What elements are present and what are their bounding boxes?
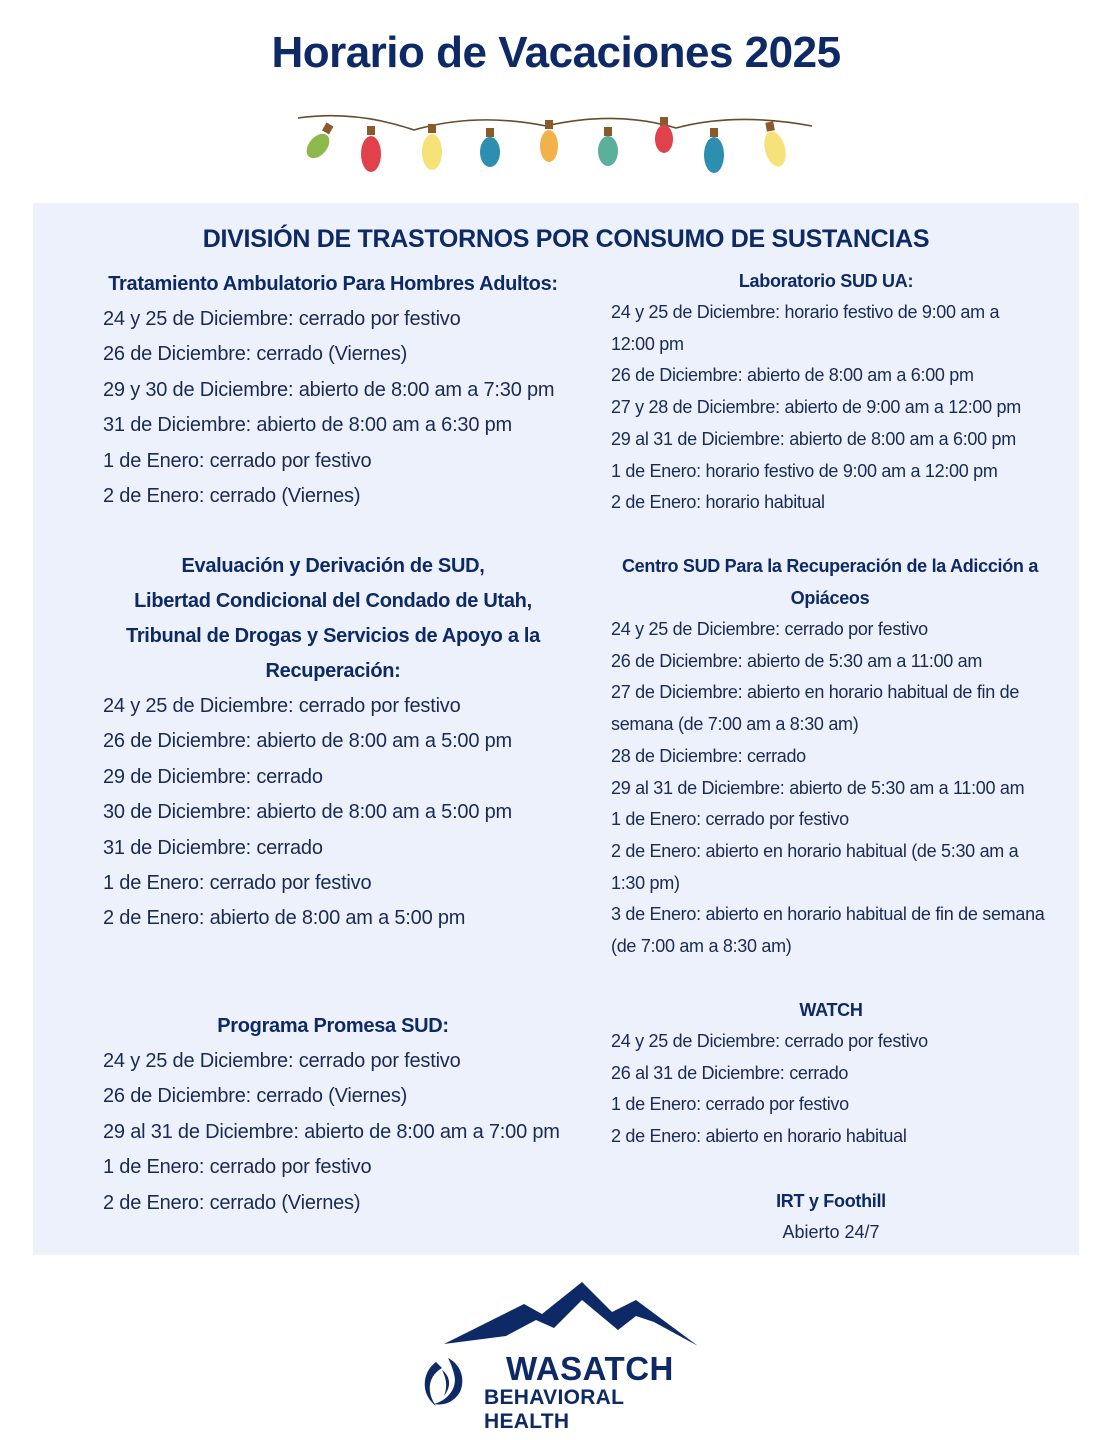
section-heading: Centro SUD Para la Recuperación de la Adicción a Opiáceos: [621, 556, 1039, 608]
schedule-line: 26 de Diciembre: abierto de 8:00 am a 5:00 pm: [103, 730, 513, 753]
schedule-line: 26 de Diciembre: abierto de 5:30 am a 11:00 am: [611, 650, 983, 671]
schedule-line: 26 al 31 de Diciembre: cerrado: [611, 1062, 849, 1083]
light-bulb-icon: [598, 127, 618, 166]
section-heading: Programa Promesa SUD:: [217, 1015, 449, 1037]
light-bulb-icon: [361, 126, 381, 172]
section-heading: Laboratorio SUD UA:: [738, 271, 914, 291]
schedule-line: 30 de Diciembre: abierto de 8:00 am a 5:00 pm: [103, 801, 513, 824]
light-bulb-icon: [422, 124, 442, 170]
schedule-line: 1 de Enero: cerrado por festivo: [103, 449, 372, 472]
schedule-line: 26 de Diciembre: abierto de 8:00 am a 6:00 pm: [611, 365, 974, 386]
schedule-line: 24 y 25 de Diciembre: cerrado por festivo: [611, 619, 928, 639]
logo-name: WASATCH: [506, 1350, 674, 1387]
schedule-line: 31 de Diciembre: cerrado: [103, 836, 323, 859]
section-irt-foothill: [611, 1185, 1051, 1248]
schedule-line: 24 y 25 de Diciembre: horario festivo de 9:00 am a 12:00 pm: [611, 302, 1000, 354]
light-bulb-icon: [302, 123, 334, 163]
schedule-line: 26 de Diciembre: cerrado (Viernes): [103, 1085, 408, 1108]
section-heading: IRT y Foothill: [776, 1191, 886, 1211]
schedule-line: 2 de Enero: cerrado (Viernes): [103, 485, 361, 508]
schedule-line: 28 de Diciembre: cerrado: [611, 745, 806, 766]
schedule-line: 24 y 25 de Diciembre: cerrado por festivo: [611, 1031, 928, 1051]
section-heading: Evaluación y Derivación de SUD, Libertad Condicional del Condado de Utah, Tribunal de Drogas y Servicios de Apoyo a la Recuperación:: [126, 555, 540, 682]
section-outpatient-men: [103, 267, 563, 514]
schedule-line: 29 y 30 de Diciembre: abierto de 8:00 am a 7:30 pm: [103, 378, 555, 401]
schedule-line: 24 y 25 de Diciembre: cerrado por festivo: [103, 308, 461, 330]
page-title: Horario de Vacaciones 2025: [271, 28, 841, 77]
schedule-list: [103, 689, 563, 937]
schedule-line: 29 al 31 de Diciembre: abierto de 5:30 am a 11:00 am: [611, 777, 1025, 798]
section-heading: Tratamiento Ambulatorio Para Hombres Adultos:: [108, 273, 558, 295]
schedule-line: 29 de Diciembre: cerrado: [103, 765, 323, 788]
section-lab-ua: [611, 265, 1041, 519]
schedule-line: 2 de Enero: horario habitual: [611, 492, 825, 513]
schedule-line: 29 al 31 de Diciembre: abierto de 8:00 am a 7:00 pm: [103, 1120, 560, 1143]
wasatch-logo: [414, 1278, 714, 1433]
schedule-line: 1 de Enero: cerrado por festivo: [611, 809, 849, 830]
schedule-line: 26 de Diciembre: cerrado (Viernes): [103, 343, 408, 366]
light-bulb-icon: [480, 128, 500, 167]
schedule-list: [103, 302, 563, 514]
section-promesa: [103, 1009, 563, 1221]
division-heading: DIVISIÓN DE TRASTORNOS POR CONSUMO DE SUSTANCIAS: [202, 225, 930, 253]
logo-subtitle: BEHAVIORAL HEALTH: [484, 1386, 624, 1433]
schedule-line: 24 y 25 de Diciembre: cerrado por festivo: [103, 1050, 461, 1072]
section-heading: WATCH: [799, 1000, 863, 1020]
schedule-line: 31 de Diciembre: abierto de 8:00 am a 6:30 pm: [103, 414, 513, 437]
section-watch: [611, 994, 1051, 1153]
schedule-line: 24 y 25 de Diciembre: cerrado por festivo: [103, 695, 461, 717]
schedule-line: 2 de Enero: abierto de 8:00 am a 5:00 pm: [103, 907, 466, 930]
schedule-line: 29 al 31 de Diciembre: abierto de 8:00 am a 6:00 pm: [611, 428, 1016, 449]
light-bulb-icon: [704, 128, 724, 173]
schedule-line: 1 de Enero: cerrado por festivo: [103, 1156, 372, 1179]
light-bulb-icon: [655, 117, 673, 153]
schedule-line: 1 de Enero: cerrado por festivo: [103, 872, 372, 895]
schedule-line: 2 de Enero: cerrado (Viernes): [103, 1191, 361, 1214]
schedule-list: [611, 297, 1041, 519]
schedule-line: Abierto 24/7: [782, 1222, 880, 1242]
schedule-list: [611, 1026, 1051, 1153]
schedule-line: 27 y 28 de Diciembre: abierto de 9:00 am a 12:00 pm: [611, 397, 1021, 418]
schedule-line: 1 de Enero: cerrado por festivo: [611, 1094, 849, 1115]
schedule-line: 3 de Enero: abierto en horario habitual de fin de semana (de 7:00 am a 8:30 am): [611, 904, 1045, 957]
schedule-line: 2 de Enero: abierto en horario habitual: [611, 1126, 907, 1147]
schedule-line: 27 de Diciembre: abierto en horario habitual de fin de semana (de 7:00 am a 8:30 am): [611, 682, 1020, 735]
section-opioid-recovery: [611, 550, 1049, 963]
schedule-list: [611, 614, 1049, 963]
light-bulb-icon: [761, 121, 790, 169]
section-evaluation-referral: [103, 549, 563, 937]
schedule-list: [103, 1044, 563, 1221]
schedule-line: 2 de Enero: abierto en horario habitual (de 5:30 am a 1:30 pm): [611, 840, 1019, 893]
light-bulb-icon: [540, 120, 558, 162]
schedule-line: 1 de Enero: horario festivo de 9:00 am a 12:00 pm: [611, 460, 998, 481]
string-lights-decoration: [296, 108, 816, 182]
schedule-panel: [33, 203, 1079, 1255]
